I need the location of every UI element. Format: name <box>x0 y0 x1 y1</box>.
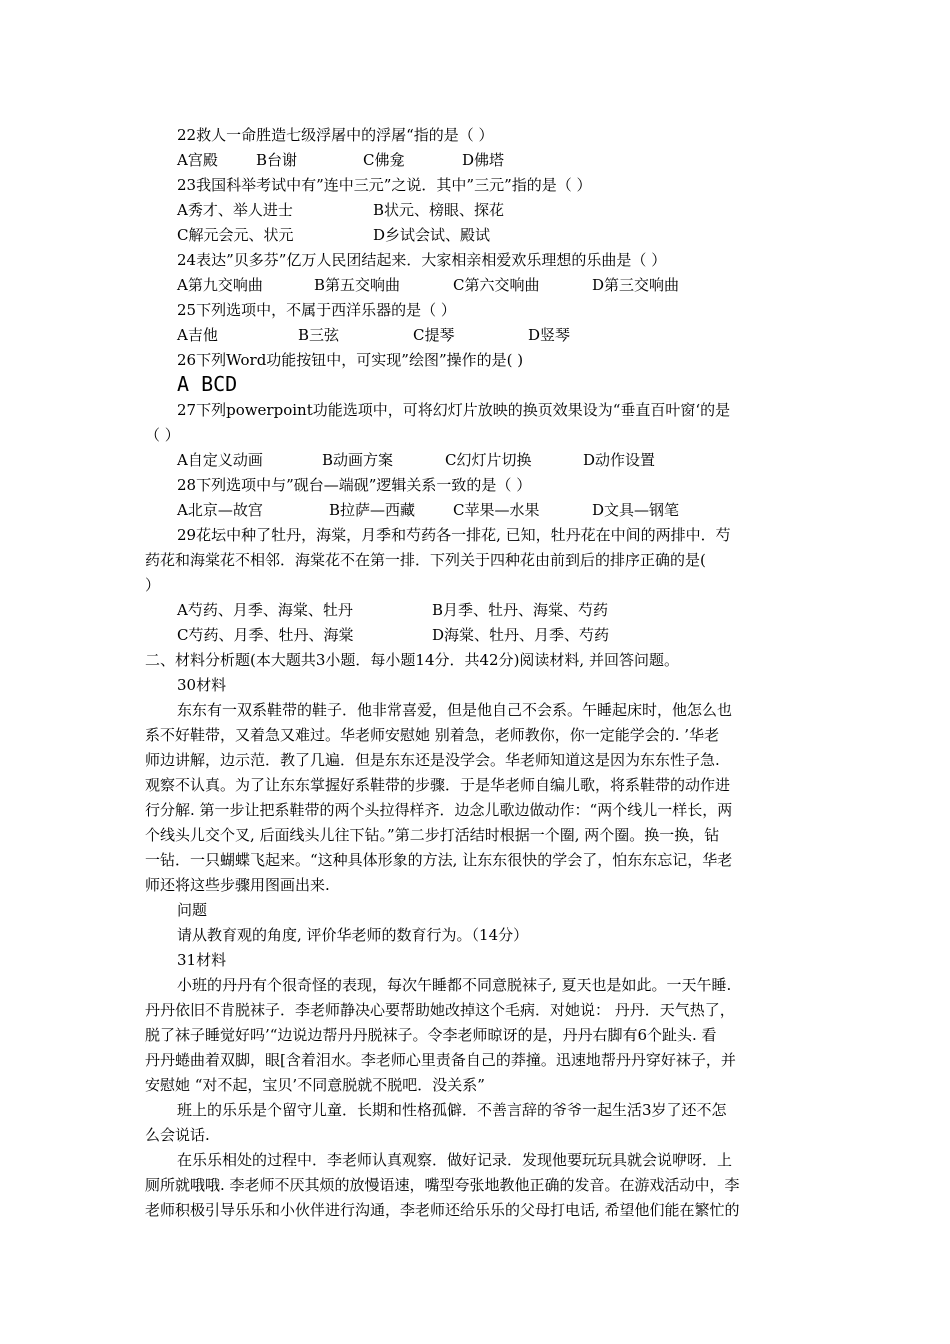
q25-option-a: A吉他 <box>177 326 218 344</box>
q29-option-a: A芍药、月季、海棠、牡丹 <box>177 601 353 619</box>
q24-option-b: B第五交响曲 <box>314 276 401 294</box>
q30-label: 30材料 <box>177 676 227 694</box>
q30-question-label: 问题 <box>177 901 208 919</box>
q26-options: A BCD <box>177 372 238 396</box>
q29-option-d: D海棠、牡丹、月季、芍药 <box>432 626 610 644</box>
q28-option-a: A北京—故宫 <box>177 501 263 519</box>
q25-option-b: B三弦 <box>298 326 340 344</box>
q24-option-c: C第六交响曲 <box>453 276 540 294</box>
q31-material-line: 么会说话. <box>145 1126 210 1144</box>
q31-material-line: 安慰她 “对不起，宝贝’不同意脱就不脱吧．没关系” <box>145 1076 485 1094</box>
q30-material-line: 观察不认真。为了让东东掌握好系鞋带的步骤．于是华老师自编儿歌，将系鞋带的动作进 <box>145 776 731 794</box>
q29-option-b: B月季、牡丹、海棠、芍药 <box>432 601 609 619</box>
q30-material-line: 行分解. 第一步让把系鞋带的两个头拉得样齐．边念儿歌边做动作：“两个线儿一样长，两 <box>145 801 733 819</box>
q22-option-d: D佛塔 <box>462 151 505 169</box>
q24-stem: 24表达”贝多芬”亿万人民团结起来．大家相亲相爱欢乐理想的乐曲是（ ） <box>177 251 667 269</box>
q31-material-line: 班上的乐乐是个留守儿童．长期和性格孤僻．不善言辞的爷爷一起生活3岁了还不怎 <box>177 1101 727 1119</box>
q22-option-b: B台谢 <box>256 151 298 169</box>
q28-option-c: C苹果—水果 <box>453 501 540 519</box>
q22-option-a: A宫殿 <box>177 151 218 169</box>
q24-option-a: A第九交响曲 <box>177 276 263 294</box>
q24-option-d: D第三交响曲 <box>592 276 680 294</box>
q27-option-a: A自定义动画 <box>177 451 263 469</box>
q25-stem: 25下列选项中，不属于西洋乐器的是（ ） <box>177 301 456 319</box>
q31-material-line: 在乐乐相处的过程中．李老师认真观察．做好记录．发现他要玩玩具就会说咿呀．上 <box>177 1151 733 1169</box>
q22-option-c: C佛龛 <box>363 151 405 169</box>
q30-material-line: 东东有一双系鞋带的鞋子．他非常喜爱，但是他自己不会系。午睡起床时，他怎么也 <box>177 701 733 719</box>
q23-option-c: C解元会元、状元 <box>177 226 294 244</box>
q26-stem: 26下列Word功能按钮中，可实现”绘图”操作的是( ) <box>177 351 524 369</box>
q31-material-line: 老师积极引导乐乐和小伙伴进行沟通，李老师还给乐乐的父母打电话, 希望他们能在繁忙的 <box>145 1201 740 1219</box>
q30-question: 请从教育观的角度, 评价华老师的数育行为。（14分） <box>177 926 529 944</box>
q23-option-d: D乡试会试、殿试 <box>373 226 491 244</box>
q29-stem-line2: 药花和海棠花不相邻．海棠花不在第一排．下列关于四种花由前到后的排序正确的是( <box>145 551 706 569</box>
q31-material-line: 脱了袜子睡觉好吗’“边说边帮丹丹脱袜子。令李老师晾讶的是，丹丹右脚有6个趾头. 看 <box>145 1026 717 1044</box>
q23-option-b: B状元、榜眼、探花 <box>373 201 505 219</box>
q27-option-b: B动画方案 <box>322 451 394 469</box>
q31-material-line: 丹丹依旧不肯脱袜子．李老师静决心要帮助她改掉这个毛病．对她说： 丹丹．天气热了， <box>145 1001 735 1019</box>
q30-material-line: 师边讲解，边示范．教了几遍．但是东东还是没学会。华老师知道这是因为东东性子急. <box>145 751 720 769</box>
q23-option-a: A秀才、举人进士 <box>177 201 293 219</box>
q29-stem-line3: ） <box>145 576 161 594</box>
q29-stem-line1: 29花坛中种了牡丹，海棠，月季和芍药各一排花, 已知，牡丹花在中间的两排中．芍 <box>177 526 731 544</box>
q31-label: 31材料 <box>177 951 227 969</box>
q30-material-line: 个线头儿交个叉, 后面线头儿往下钻。”第二步打活结时根据一个圈, 两个圈。换一换，钻 <box>145 826 720 844</box>
q28-stem: 28下列选项中与”砚台—端砚”逻辑关系一致的是（ ） <box>177 476 532 494</box>
q31-material-line: 丹丹蜷曲着双脚，眼[含着泪水。李老师心里责备自己的莽撞。迅速地帮丹丹穿好袜子，并 <box>145 1051 736 1069</box>
q25-option-d: D竖琴 <box>528 326 571 344</box>
q30-material-line: 系不好鞋带，又着急又难过。华老师安慰她 别着急，老师教你，你一定能学会的. ’华老 <box>145 726 720 744</box>
q29-option-c: C芍药、月季、牡丹、海棠 <box>177 626 354 644</box>
q27-option-d: D动作设置 <box>583 451 656 469</box>
q23-stem: 23我国科举考试中有”连中三元”之说．其中”三元”指的是（ ） <box>177 176 592 194</box>
q30-material-line: 师还将这些步骤用图画出来. <box>145 876 330 894</box>
section2-heading: 二、材料分析题(本大题共3小题．每小题14分．共42分)阅读材料, 并回答问题。 <box>145 651 679 669</box>
q27-option-c: C幻灯片切换 <box>445 451 532 469</box>
q28-option-b: B拉萨—西藏 <box>329 501 416 519</box>
q31-material-line: 小班的丹丹有个很奇怪的表现，每次午睡都不同意脱袜子, 夏天也是如此。一天午睡. <box>177 976 732 994</box>
q25-option-c: C提琴 <box>413 326 455 344</box>
q28-option-d: D文具—钢笔 <box>592 501 680 519</box>
q27-stem-line2: （ ） <box>145 426 180 444</box>
q30-material-line: 一钻．一只蝴蝶飞起来。“这种具体形象的方法, 让东东很快的学会了，怕东东忘记，华老 <box>145 851 733 869</box>
q31-material-line: 厕所就哦哦. 李老师不厌其烦的放慢语速，嘴型夸张地教他正确的发音。在游戏活动中，李 <box>145 1176 740 1194</box>
q22-stem: 22救人一命胜造七级浮屠中的浮屠“指的是（ ） <box>177 126 494 144</box>
q27-stem-line1: 27下列powerpoint功能选项中，可将幻灯片放映的换页效果设为“垂直百叶窗‘的是 <box>177 401 731 419</box>
